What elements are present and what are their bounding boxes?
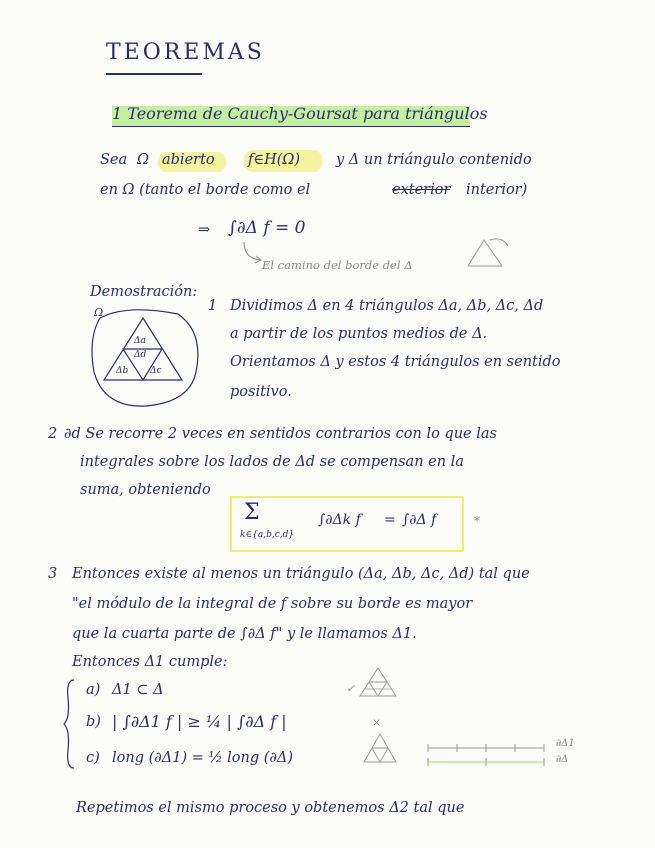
p1-abierto: abierto — [162, 152, 215, 168]
cond-b-label: b) — [86, 714, 101, 730]
tri-label-d: Δd — [134, 350, 147, 360]
step3-line1: Entonces existe al menos un triángulo (Δa, Δb, Δc, Δd) tal que — [72, 566, 530, 582]
conditions-brace — [62, 678, 78, 770]
theorem-underline — [112, 126, 470, 127]
main-integral: ∫∂Δ f = 0 — [228, 218, 306, 238]
p1-struck-word: exterior — [392, 182, 451, 198]
omega-label: Ω — [94, 306, 104, 319]
path-note: El camino del borde del Δ — [262, 258, 413, 272]
small-triangle-sketch — [462, 232, 522, 272]
step2-line1: ∂d Se recorre 2 veces en sentidos contrarios con lo que las — [64, 426, 497, 442]
tri-label-b: Δb — [116, 366, 129, 376]
implication-arrow: ⇒ — [198, 222, 211, 238]
step1-line3: Orientamos Δ y estos 4 triángulos en sentido — [230, 354, 561, 370]
step1-line2: a partir de los puntos medios de Δ. — [230, 326, 488, 342]
step3-number: 3 — [48, 566, 58, 582]
step3-line2: "el módulo de la integral de f sobre su borde es mayor — [72, 596, 473, 612]
step2-number: 2 — [48, 426, 58, 442]
check-b: × — [372, 716, 382, 729]
p1-omega: Ω — [137, 152, 150, 168]
triangle-sketch-c — [360, 730, 400, 766]
p1-sea: Sea — [100, 152, 128, 168]
p1-line2: en Ω (tanto el borde como el — [100, 182, 311, 198]
step3-line4: Entonces Δ1 cumple: — [72, 654, 228, 670]
length-comparison-lines — [424, 740, 554, 770]
cond-c-text: long (∂Δ1) = ½ long (∂Δ) — [112, 750, 294, 766]
step2-line3: suma, obteniendo — [80, 482, 211, 498]
step1-line4: positivo. — [230, 384, 292, 400]
note-arrow — [240, 240, 264, 266]
dem-label: Demostración: — [90, 284, 198, 300]
step1-number: 1 — [208, 298, 218, 314]
subdivided-triangle-sketch — [356, 664, 400, 700]
cond-c-label: c) — [86, 750, 100, 766]
sum-lhs: ∫∂Δk f — [318, 512, 361, 528]
sum-rhs: ∫∂Δ f — [402, 512, 437, 528]
step3-line3: que la cuarta parte de ∫∂Δ f" y le llamamos Δ1. — [72, 626, 417, 642]
tri-label-c: Δc — [150, 366, 162, 376]
sum-eq: = — [384, 512, 396, 528]
cond-a-label: a) — [86, 682, 101, 698]
final-line: Repetimos el mismo proceso y obtenemos Δ2 tal que — [76, 800, 465, 816]
title-underline — [106, 73, 202, 75]
step1-line1: Dividimos Δ en 4 triángulos Δa, Δb, Δc, Δd — [230, 298, 544, 314]
step2-line2: integrales sobre los lados de Δd se compensan en la — [80, 454, 464, 470]
sum-sigma: Σ — [244, 500, 260, 525]
p1-line2-end: interior) — [466, 182, 528, 198]
p1-triangle-text: y Δ un triángulo contenido — [336, 152, 532, 168]
legend-dd: ∂Δ — [556, 754, 569, 765]
tri-label-a: Δa — [134, 336, 146, 346]
cond-b-text: | ∫∂Δ1 f | ≥ ¼ | ∫∂Δ f | — [112, 712, 287, 731]
check-a: ✓ — [346, 682, 356, 695]
sum-index: k∈{a,b,c,d} — [240, 530, 295, 540]
p1-function: f∈H(Ω) — [248, 152, 301, 168]
legend-dd1: ∂Δ1 — [556, 738, 575, 749]
theorem-heading: 1 Teorema de Cauchy-Goursat para triángulos — [112, 104, 488, 123]
sum-star: * — [474, 514, 480, 528]
page-title: TEOREMAS — [106, 40, 265, 65]
cond-a-text: Δ1 ⊂ Δ — [112, 682, 164, 698]
